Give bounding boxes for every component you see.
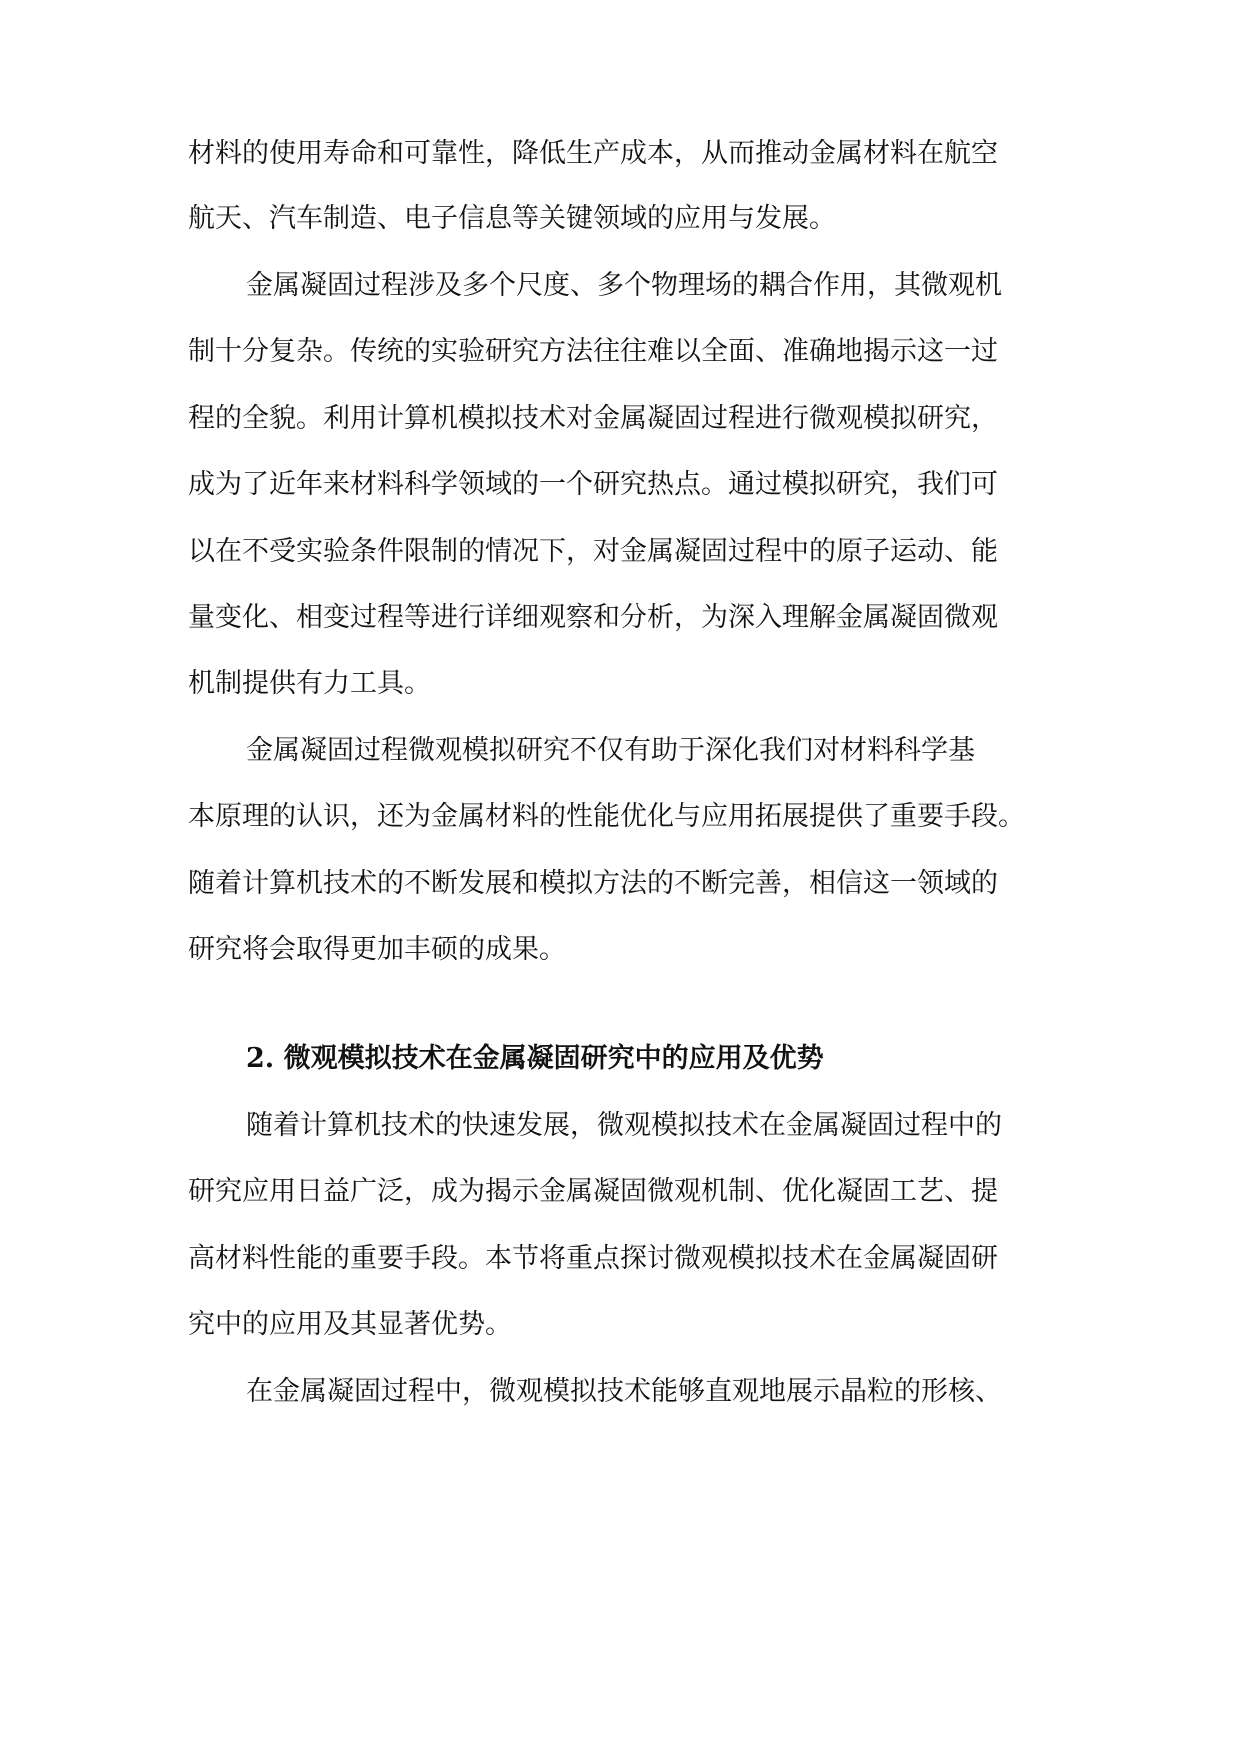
text-line: 材料的使用寿命和可靠性，降低生产成本，从而推动金属材料在航空 bbox=[188, 138, 998, 169]
text-line: 航天、汽车制造、电子信息等关键领域的应用与发展。 bbox=[188, 203, 836, 234]
text-line: 在金属凝固过程中，微观模拟技术能够直观地展示晶粒的形核、 bbox=[246, 1376, 1002, 1407]
text-line: 金属凝固过程涉及多个尺度、多个物理场的耦合作用，其微观机 bbox=[246, 270, 1002, 301]
text-line: 究中的应用及其显著优势。 bbox=[188, 1309, 512, 1340]
text-line: 金属凝固过程微观模拟研究不仅有助于深化我们对材料科学基 bbox=[246, 735, 975, 766]
text-line: 研究应用日益广泛，成为揭示金属凝固微观机制、优化凝固工艺、提 bbox=[188, 1176, 998, 1207]
section-heading: 2. 微观模拟技术在金属凝固研究中的应用及优势 bbox=[246, 1043, 824, 1074]
text-line: 以在不受实验条件限制的情况下，对金属凝固过程中的原子运动、能 bbox=[188, 536, 998, 567]
text-line: 研究将会取得更加丰硕的成果。 bbox=[188, 934, 566, 965]
text-line: 高材料性能的重要手段。本节将重点探讨微观模拟技术在金属凝固研 bbox=[188, 1243, 998, 1274]
text-line: 制十分复杂。传统的实验研究方法往往难以全面、准确地揭示这一过 bbox=[188, 336, 998, 367]
text-line: 程的全貌。利用计算机模拟技术对金属凝固过程进行微观模拟研究， bbox=[188, 403, 998, 434]
text-line: 随着计算机技术的不断发展和模拟方法的不断完善，相信这一领域的 bbox=[188, 868, 998, 899]
text-line: 成为了近年来材料科学领域的一个研究热点。通过模拟研究，我们可 bbox=[188, 469, 998, 500]
text-line: 随着计算机技术的快速发展，微观模拟技术在金属凝固过程中的 bbox=[246, 1110, 1002, 1141]
text-line: 机制提供有力工具。 bbox=[188, 668, 431, 699]
text-line: 本原理的认识，还为金属材料的性能优化与应用拓展提供了重要手段。 bbox=[188, 801, 1025, 832]
text-line: 量变化、相变过程等进行详细观察和分析，为深入理解金属凝固微观 bbox=[188, 602, 998, 633]
